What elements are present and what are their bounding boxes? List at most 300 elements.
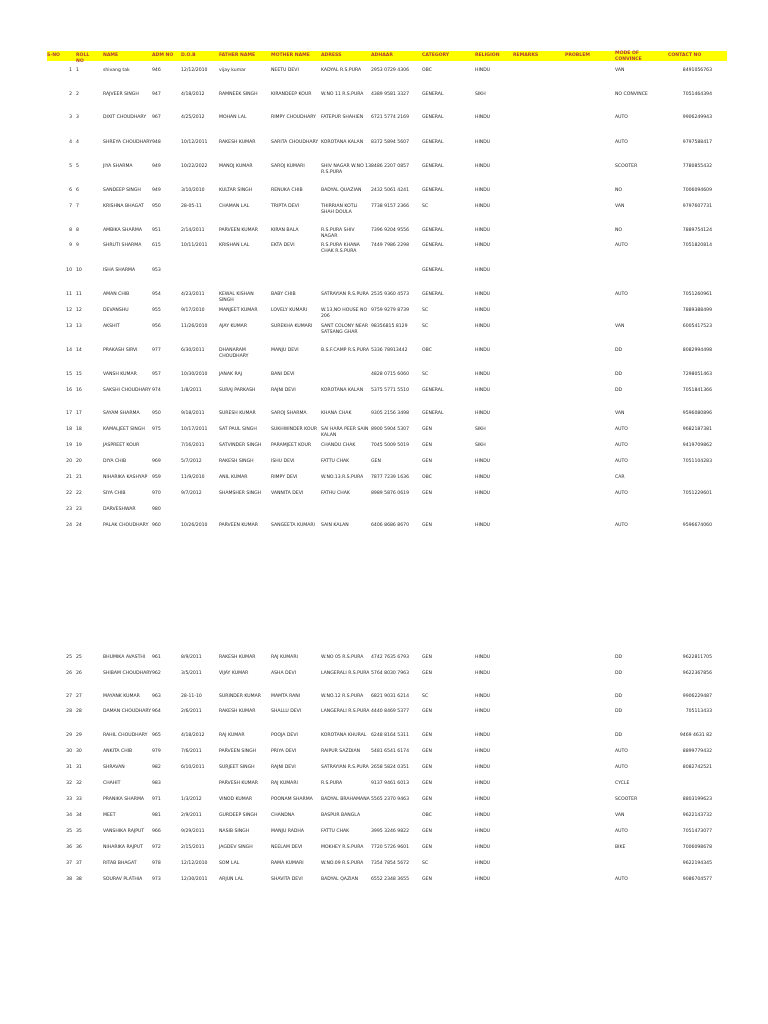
- table-cell: HINDU: [475, 861, 491, 866]
- table-cell: HINDU: [475, 459, 491, 464]
- table-cell: AUTO: [615, 443, 628, 448]
- table-cell: SAYAM SHARMA: [103, 411, 140, 416]
- table-cell: 965: [152, 733, 161, 738]
- table-cell: PRANIKA SHARMA: [103, 797, 145, 802]
- table-cell: HINDU: [475, 115, 491, 120]
- table-cell: SC: [422, 324, 429, 329]
- table-cell: VANSH KUMAR: [103, 372, 137, 377]
- table-cell: RAJ KUMARI: [271, 655, 298, 660]
- table-cell: 7051229601: [682, 491, 712, 496]
- table-cell: 27: [76, 694, 82, 699]
- table-cell: 974: [152, 388, 161, 393]
- table-cell: HINDU: [475, 829, 491, 834]
- table-cell: 8899779432: [682, 749, 712, 754]
- table-cell: HINDU: [475, 188, 491, 193]
- table-cell: 6721 5774 2169: [371, 115, 409, 120]
- table-cell: 12: [76, 308, 82, 313]
- table-cell: 9/7/2012: [181, 491, 202, 496]
- table-cell: GEN: [422, 459, 432, 464]
- table-cell: ANIL KUMAR: [219, 475, 248, 480]
- column-header: FATHER NAME: [219, 53, 256, 58]
- table-cell: 971: [152, 797, 161, 802]
- table-cell: OBC: [422, 348, 432, 353]
- column-header: RELIGION: [475, 53, 500, 58]
- table-cell: 28: [76, 709, 82, 714]
- table-cell: 7: [69, 204, 72, 209]
- table-cell: 12/30/2011: [181, 877, 208, 882]
- table-cell: SIKH: [475, 443, 486, 448]
- table-cell: 8082994498: [682, 348, 712, 353]
- table-cell: SAROJ KUMARI: [271, 164, 305, 169]
- table-cell: ANKITA CHIB: [103, 749, 133, 754]
- table-cell: ISHA SHARMA: [103, 268, 136, 273]
- table-cell: 5375 5771 5510: [371, 388, 409, 393]
- table-cell: MEET: [103, 813, 116, 818]
- table-cell: SC: [422, 861, 429, 866]
- table-cell: SHREYA CHOUDHARY: [103, 140, 152, 145]
- table-cell: 960: [152, 523, 161, 528]
- table-cell: SANDEEP SINGH: [103, 188, 141, 193]
- table-cell: 7/6/2011: [181, 749, 202, 754]
- table-cell: 6005417523: [682, 324, 712, 329]
- table-cell: 24: [66, 523, 72, 528]
- table-cell: 970: [152, 491, 161, 496]
- table-cell: SANGEETA KUMARI: [271, 523, 315, 528]
- table-cell: PARAMJEET KOUR: [271, 443, 312, 448]
- table-cell: 9622143732: [682, 813, 712, 818]
- table-cell: 13: [66, 324, 72, 329]
- table-cell: SUREKHA KUMARI: [271, 324, 313, 329]
- table-cell: AUTO: [615, 292, 628, 297]
- table-cell: VANSHIKA RAJPUT: [103, 829, 145, 834]
- table-cell: 9759 9279 8739: [371, 308, 409, 313]
- table-cell: SIYA CHIB: [103, 491, 126, 496]
- table-cell: 29: [66, 733, 72, 738]
- table-cell: ARJUN LAL: [219, 877, 244, 882]
- table-cell: HINDU: [475, 204, 491, 209]
- table-cell: SCOOTER: [615, 164, 638, 169]
- table-cell: 7006098678: [682, 845, 712, 850]
- table-cell: VAN: [615, 813, 625, 818]
- table-cell: 954: [152, 292, 161, 297]
- table-cell: AUTO: [615, 491, 628, 496]
- table-cell: 5481 6541 6174: [371, 749, 409, 754]
- table-cell: GENERAL: [422, 140, 444, 145]
- table-cell: 972: [152, 845, 161, 850]
- table-cell: SHAVITA DEVI: [271, 877, 303, 882]
- table-cell: SHIV NAGAR W.NO 13 R.S.PURA: [321, 164, 372, 175]
- table-cell: SC: [422, 372, 429, 377]
- table-cell: SARITA CHOUDHARY: [271, 140, 319, 145]
- table-cell: AUTO: [615, 459, 628, 464]
- table-cell: RAJVEER SINGH: [103, 92, 139, 97]
- table-cell: 4/18/2012: [181, 733, 205, 738]
- table-cell: PRAKASH SIRVI: [103, 348, 138, 353]
- table-cell: B.S.F.CAMP R.S.PURA: [321, 348, 370, 353]
- table-cell: HINDU: [475, 709, 491, 714]
- table-cell: 961: [152, 655, 161, 660]
- table-cell: 8900 5904 5307: [371, 427, 409, 432]
- table-cell: DD: [615, 671, 623, 676]
- table-cell: 956: [152, 324, 161, 329]
- table-cell: 21: [76, 475, 82, 480]
- table-cell: SIKH: [475, 92, 486, 97]
- table-cell: KIRANDEEP KOUR: [271, 92, 312, 97]
- table-cell: RITAB BHAGAT: [103, 861, 137, 866]
- table-cell: 2535 9360 4573: [371, 292, 409, 297]
- table-cell: BADYAL QAZIAN: [321, 877, 359, 882]
- table-cell: 949: [152, 164, 161, 169]
- table-cell: 7006094609: [682, 188, 712, 193]
- table-cell: 962: [152, 671, 161, 676]
- table-cell: 9305 2156 3498: [371, 411, 409, 416]
- table-cell: BADYAL QUAZIAN: [321, 188, 362, 193]
- table-cell: 980: [152, 507, 161, 512]
- table-cell: 7889754124: [682, 228, 712, 233]
- table-cell: HINDU: [475, 140, 491, 145]
- table-cell: 20: [76, 459, 82, 464]
- table-cell: HINDU: [475, 372, 491, 377]
- table-cell: 30: [66, 749, 72, 754]
- table-cell: 38: [76, 877, 82, 882]
- table-cell: 6: [69, 188, 72, 193]
- table-cell: RAMA KUMARI: [271, 861, 304, 866]
- table-cell: 10: [66, 268, 72, 273]
- table-cell: 7051464394: [682, 92, 712, 97]
- table-cell: GEN: [422, 749, 432, 754]
- table-cell: 2/14/2011: [181, 228, 205, 233]
- table-cell: RIMPY DEVI: [271, 475, 298, 480]
- table-cell: 9: [69, 243, 72, 248]
- table-cell: PARVEEN KUMAR: [219, 228, 258, 233]
- table-cell: OBC: [422, 813, 432, 818]
- table-cell: HINDU: [475, 491, 491, 496]
- table-cell: MOKHEY R.S.PURA: [321, 845, 364, 850]
- table-cell: SURINDER KUMAR: [219, 694, 261, 699]
- table-cell: GENERAL: [422, 115, 444, 120]
- table-cell: 1: [69, 68, 72, 73]
- table-cell: BHUMIKA AVASTHI: [103, 655, 146, 660]
- table-cell: HINDU: [475, 671, 491, 676]
- table-cell: 12: [66, 308, 72, 313]
- table-cell: 34: [76, 813, 82, 818]
- column-header: CONTACT NO: [668, 53, 702, 58]
- table-cell: 19: [66, 443, 72, 448]
- table-cell: 9/17/2010: [181, 308, 205, 313]
- table-cell: GEN: [422, 877, 432, 882]
- table-cell: 3995 3246 9822: [371, 829, 409, 834]
- table-cell: AUTO: [615, 749, 628, 754]
- table-cell: 11/9/2010: [181, 475, 205, 480]
- table-cell: shivang tak: [103, 68, 130, 73]
- table-cell: 9/29/2011: [181, 829, 205, 834]
- table-cell: DIYA CHIB: [103, 459, 127, 464]
- table-cell: 5565 2370 9463: [371, 797, 409, 802]
- table-cell: RAKESH SINGH: [219, 459, 254, 464]
- table-cell: PALAK CHOUDHARY: [103, 523, 149, 528]
- table-cell: 2: [76, 92, 79, 97]
- table-cell: 6: [76, 188, 79, 193]
- table-cell: KEWAL KISHAN SINGH: [219, 292, 254, 303]
- table-cell: 9086704577: [682, 877, 712, 882]
- table-cell: 977: [152, 348, 161, 353]
- table-cell: 9/18/2011: [181, 411, 205, 416]
- table-cell: FATTU CHAK: [321, 829, 350, 834]
- table-cell: SAKSHI CHOUDHARY: [103, 388, 151, 393]
- table-cell: 7051104283: [682, 459, 712, 464]
- table-cell: NEETU DEVI: [271, 68, 299, 73]
- table-cell: RAJ KUMAR: [219, 733, 245, 738]
- table-cell: 10/12/2011: [181, 140, 208, 145]
- table-cell: NO: [615, 228, 623, 233]
- table-cell: GEN: [422, 655, 432, 660]
- table-cell: R.S.PURA KHANA CHAK R.S.PURA: [321, 243, 360, 254]
- table-cell: 2/15/2011: [181, 845, 205, 850]
- table-cell: HINDU: [475, 292, 491, 297]
- table-cell: RAJNI DEVI: [271, 388, 296, 393]
- table-cell: SAROJ SHARMA: [271, 411, 307, 416]
- table-cell: 950: [152, 411, 161, 416]
- table-cell: 37: [66, 861, 72, 866]
- table-cell: 26: [76, 671, 82, 676]
- table-cell: 1/3/2012: [181, 797, 202, 802]
- table-cell: GEN: [371, 459, 381, 464]
- table-cell: 2658 5824 0351: [371, 765, 409, 770]
- table-cell: LOVELY KUMARI: [271, 308, 308, 313]
- table-cell: 9797607731: [682, 204, 712, 209]
- table-cell: GENERAL: [422, 188, 444, 193]
- table-cell: DEVANSHU: [103, 308, 129, 313]
- table-cell: HINDU: [475, 813, 491, 818]
- table-cell: MANOJ KUMAR: [219, 164, 253, 169]
- table-cell: 7051820814: [682, 243, 712, 248]
- table-cell: VAN: [615, 324, 625, 329]
- table-cell: DAMAN CHOUDHARY: [103, 709, 152, 714]
- table-cell: vijay kumar: [219, 68, 246, 73]
- table-cell: 949: [152, 188, 161, 193]
- table-cell: 29: [76, 733, 82, 738]
- table-cell: GEN: [422, 709, 432, 714]
- table-cell: OBC: [422, 68, 432, 73]
- table-cell: 12/12/2010: [181, 861, 208, 866]
- table-cell: HINDU: [475, 694, 491, 699]
- table-cell: HINDU: [475, 348, 491, 353]
- table-cell: 4389 9581 3327: [371, 92, 409, 97]
- table-cell: KRISHAN LAL: [219, 243, 250, 248]
- table-cell: HINDU: [475, 765, 491, 770]
- table-cell: 5: [76, 164, 79, 169]
- table-cell: 17: [76, 411, 82, 416]
- table-cell: 7877 7239 1636: [371, 475, 409, 480]
- table-cell: 7: [76, 204, 79, 209]
- table-cell: 35: [76, 829, 82, 834]
- table-cell: R.S.PURA: [321, 781, 343, 786]
- table-cell: 7738 9157 2366: [371, 204, 409, 209]
- table-cell: RAJNI DEVI: [271, 765, 296, 770]
- table-cell: 20: [66, 459, 72, 464]
- table-cell: 35: [66, 829, 72, 834]
- table-cell: SAT PAUL SINGH: [219, 427, 257, 432]
- column-header: ROLL NO: [76, 53, 90, 64]
- table-cell: PARVEEN KUMAR: [219, 523, 258, 528]
- table-cell: VAN: [615, 411, 625, 416]
- table-cell: FATEPUR SHAHIEN: [321, 115, 364, 120]
- table-cell: 7045 5009 5019: [371, 443, 409, 448]
- table-cell: 25: [76, 655, 82, 660]
- table-cell: SAIN KALAN: [321, 523, 349, 528]
- table-cell: 3/5/2011: [181, 671, 202, 676]
- table-cell: HINDU: [475, 475, 491, 480]
- table-cell: HINDU: [475, 243, 491, 248]
- table-cell: 10/17/2011: [181, 427, 208, 432]
- table-cell: 9596674060: [682, 523, 712, 528]
- table-cell: SATVINDER SINGH: [219, 443, 262, 448]
- table-cell: 15: [66, 372, 72, 377]
- table-cell: 7298051463: [682, 372, 712, 377]
- table-cell: 7780855432: [682, 164, 712, 169]
- table-cell: DD: [615, 694, 623, 699]
- table-cell: 946: [152, 68, 161, 73]
- table-cell: 6821 9031 6214: [371, 694, 409, 699]
- table-cell: NASIB SINGH: [219, 829, 250, 834]
- table-cell: AUTO: [615, 765, 628, 770]
- table-cell: SHRUTI SHARMA: [103, 243, 142, 248]
- table-cell: 2432 5061 4241: [371, 188, 409, 193]
- table-cell: NEELAM DEVI: [271, 845, 303, 850]
- table-cell: SHIBAM CHOUDHARY: [103, 671, 152, 676]
- table-cell: W.NO.12 R.S.PURA: [321, 694, 364, 699]
- table-cell: 9596080896: [682, 411, 712, 416]
- table-cell: SANT COLONY NEAR SATSANG GHAR: [321, 324, 369, 335]
- table-cell: ASHA DEVI: [271, 671, 297, 676]
- table-cell: R.S.PURA SHIV NAGAR: [321, 228, 355, 239]
- table-cell: SURJEET SINGH: [219, 765, 255, 770]
- table-cell: 2: [69, 92, 72, 97]
- table-cell: HINDU: [475, 877, 491, 882]
- table-cell: 9906249943: [682, 115, 712, 120]
- table-cell: SC: [422, 694, 429, 699]
- table-cell: 15: [76, 372, 82, 377]
- table-cell: W.NO.09 R.S.PURA: [321, 861, 364, 866]
- table-cell: HINDU: [475, 68, 491, 73]
- table-cell: RAJ KUMARI: [271, 781, 298, 786]
- table-cell: RAMNEEK SINGH: [219, 92, 258, 97]
- table-cell: 5: [69, 164, 72, 169]
- table-cell: 28-11-10: [181, 694, 202, 699]
- table-cell: 38: [66, 877, 72, 882]
- table-cell: ISHU DEVI: [271, 459, 295, 464]
- column-header: ADM NO: [152, 53, 174, 58]
- table-cell: 4742 7635 6793: [371, 655, 409, 660]
- table-cell: NIHARIKA KASHYAP: [103, 475, 148, 480]
- table-cell: 36: [76, 845, 82, 850]
- table-cell: 9682187381: [682, 427, 712, 432]
- table-cell: PRIYA DEVI: [271, 749, 297, 754]
- table-cell: HINDU: [475, 655, 491, 660]
- table-cell: 8803199623: [682, 797, 712, 802]
- table-cell: RAKESH KUMAR: [219, 655, 256, 660]
- column-header: D.O.B: [181, 53, 196, 58]
- table-cell: 7449 7986 2298: [371, 243, 409, 248]
- table-cell: JASPREET KOUR: [103, 443, 140, 448]
- table-cell: NIHARIKA RAJPUT: [103, 845, 143, 850]
- table-cell: 966: [152, 829, 161, 834]
- table-cell: 11/26/2010: [181, 324, 208, 329]
- table-cell: 8082742521: [682, 765, 712, 770]
- table-cell: KRISHNA BHAGAT: [103, 204, 144, 209]
- table-cell: VANNITA DEVI: [271, 491, 304, 496]
- table-cell: BASPUR BANGLA: [321, 813, 361, 818]
- table-cell: DD: [615, 733, 623, 738]
- table-cell: HINDU: [475, 308, 491, 313]
- table-cell: HINDU: [475, 268, 491, 273]
- table-cell: 3: [69, 115, 72, 120]
- table-cell: 4/23/2011: [181, 292, 205, 297]
- table-cell: AUTO: [615, 140, 628, 145]
- table-cell: 23: [66, 507, 72, 512]
- table-cell: BIKE: [615, 845, 626, 850]
- table-cell: 3: [76, 115, 79, 120]
- table-cell: 22: [66, 491, 72, 496]
- table-cell: 9622811705: [682, 655, 712, 660]
- table-cell: 16: [76, 388, 82, 393]
- table-cell: FATHU CHAK: [321, 491, 350, 496]
- table-cell: RAKESH KUMAR: [219, 140, 256, 145]
- table-cell: 981: [152, 813, 161, 818]
- table-cell: HINDU: [475, 781, 491, 786]
- table-cell: MOHAN LAL: [219, 115, 247, 120]
- table-cell: GEN: [422, 781, 432, 786]
- table-cell: HINDU: [475, 388, 491, 393]
- table-cell: AUTO: [615, 877, 628, 882]
- table-cell: 615: [152, 243, 161, 248]
- table-cell: GEN: [422, 733, 432, 738]
- table-cell: 37: [76, 861, 82, 866]
- table-cell: 6248 8164 5311: [371, 733, 409, 738]
- table-cell: 9797588417: [682, 140, 712, 145]
- table-cell: GEN: [422, 443, 432, 448]
- table-cell: 947: [152, 92, 161, 97]
- table-cell: 7/16/2011: [181, 443, 205, 448]
- column-header: ADRESS: [321, 53, 342, 58]
- table-cell: AMBIKA SHARMA: [103, 228, 142, 233]
- table-cell: HINDU: [475, 523, 491, 528]
- table-cell: DD: [615, 372, 623, 377]
- table-cell: 8: [69, 228, 72, 233]
- table-cell: LANGERALI R.S.PURA: [321, 709, 370, 714]
- table-cell: HINDU: [475, 411, 491, 416]
- table-cell: CHAHIT: [103, 781, 121, 786]
- table-cell: SHALLU DEVI: [271, 709, 302, 714]
- table-cell: AUTO: [615, 115, 628, 120]
- table-cell: 957: [152, 372, 161, 377]
- table-cell: 4440 8469 5377: [371, 709, 409, 714]
- table-cell: 33: [66, 797, 72, 802]
- table-cell: GEN: [422, 491, 432, 496]
- table-cell: BANI DEVI: [271, 372, 295, 377]
- table-cell: 7051473077: [682, 829, 712, 834]
- table-cell: GEN: [422, 765, 432, 770]
- table-cell: 5336 78913442: [371, 348, 408, 353]
- table-cell: 36: [66, 845, 72, 850]
- table-cell: CHANDU CHAK: [321, 443, 356, 448]
- column-header: MOTHER NAME: [271, 53, 310, 58]
- table-cell: POONAM SHARMA: [271, 797, 313, 802]
- table-cell: LANGERALI R.S.PURA: [321, 671, 370, 676]
- table-cell: VAN: [615, 204, 625, 209]
- table-cell: 8486 2207 0857: [371, 164, 409, 169]
- table-cell: 9906229487: [682, 694, 712, 699]
